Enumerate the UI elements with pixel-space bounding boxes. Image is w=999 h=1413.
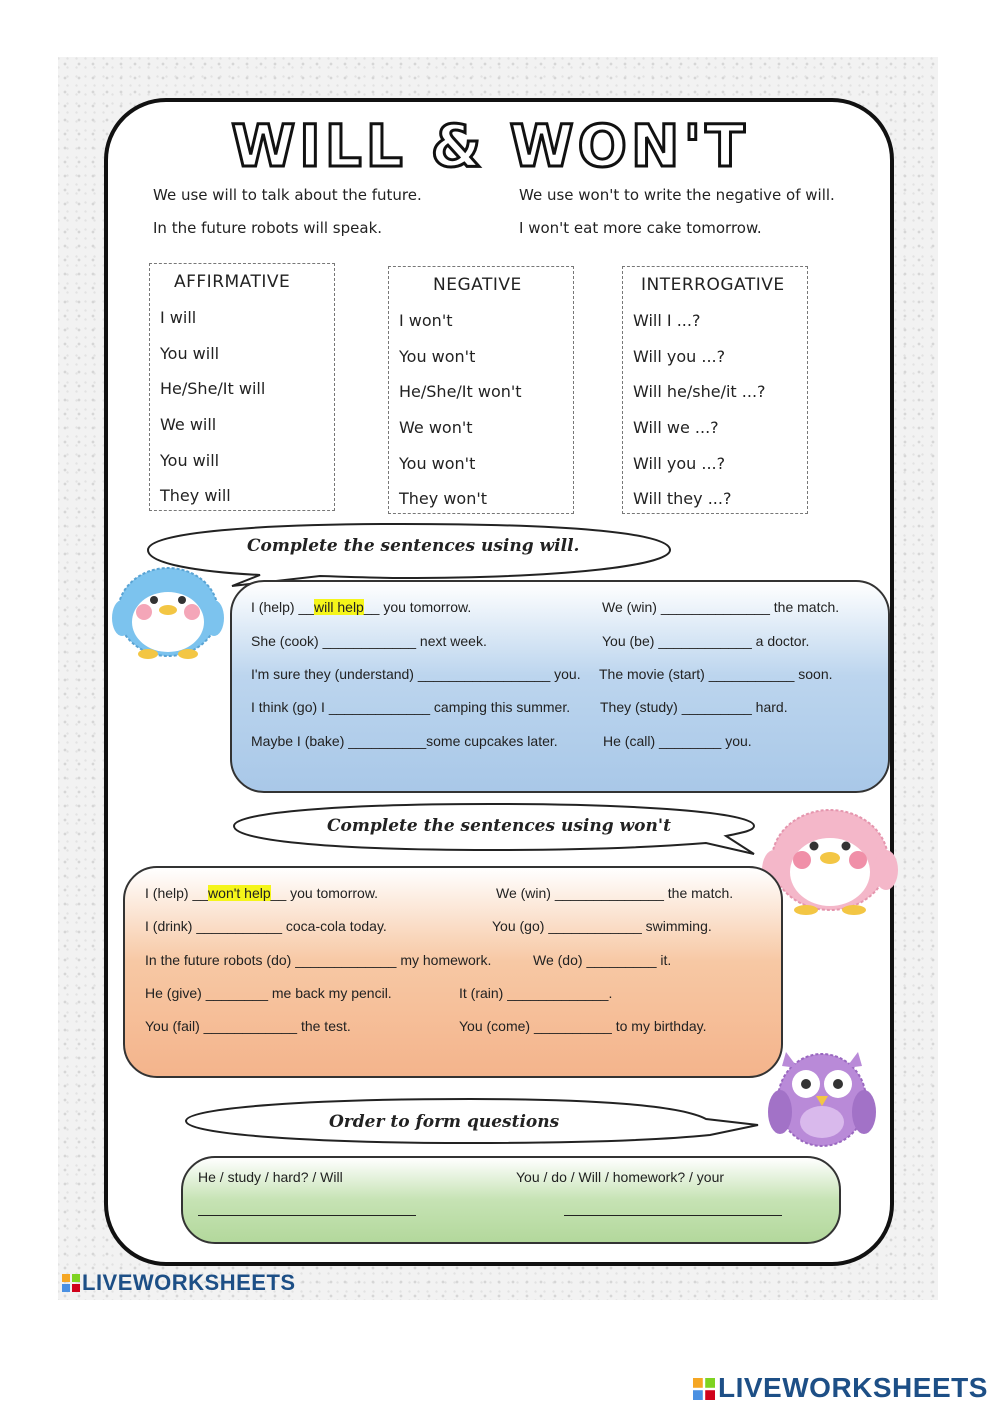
exercise-line[interactable]: It (rain) _____________.	[459, 985, 613, 1001]
answer-blank: ______________	[660, 599, 770, 615]
purple-owl-icon	[766, 1046, 878, 1150]
negative-row: We won't	[399, 418, 473, 437]
exercise-line[interactable]: You (go) ____________ swimming.	[492, 918, 712, 934]
affirmative-heading: AFFIRMATIVE	[174, 272, 291, 292]
exercise-line[interactable]: The movie (start) ___________ soon.	[599, 666, 833, 682]
exercise-line[interactable]: He (give) ________ me back my pencil.	[145, 985, 392, 1001]
exercise-line[interactable]: We (win) ______________ the match.	[496, 885, 734, 901]
interrogative-row: Will he/she/it ...?	[633, 382, 766, 401]
affirmative-row: They will	[160, 486, 231, 505]
negative-table	[388, 266, 574, 514]
interrogative-heading: INTERROGATIVE	[641, 275, 785, 295]
answer-line[interactable]	[198, 1214, 416, 1216]
intro-left-1: We use will to talk about the future.	[153, 186, 422, 204]
answer-blank: _________	[586, 952, 657, 968]
affirmative-row: You will	[160, 451, 220, 470]
intro-right-1: We use won't to write the negative of will.	[519, 186, 835, 204]
exercise-line[interactable]: He (call) ________ you.	[603, 733, 752, 749]
affirmative-row: We will	[160, 415, 217, 434]
answer-blank: _____________	[507, 985, 609, 1001]
answer-blank: ____________	[548, 918, 642, 934]
answer-blank: ____________	[322, 633, 417, 649]
exercise-line[interactable]: You (come) __________ to my birthday.	[459, 1018, 707, 1034]
exercise-line[interactable]: I'm sure they (understand) _________________ you.	[251, 666, 581, 682]
interrogative-row: Will you ...?	[633, 347, 726, 366]
example-answer: will help	[314, 599, 364, 615]
exercise-line[interactable]: She (cook) ____________ next week.	[251, 633, 487, 649]
affirmative-row: I will	[160, 308, 197, 327]
liveworksheets-icon	[693, 1378, 715, 1400]
example-answer: won't help	[208, 885, 271, 901]
answer-blank: __________	[533, 1018, 612, 1034]
liveworksheets-logo-large[interactable]	[693, 1372, 988, 1404]
answer-blank: ________	[205, 985, 268, 1001]
intro-right-2: I won't eat more cake tomorrow.	[519, 219, 762, 237]
interrogative-row: Will they ...?	[633, 489, 732, 508]
affirmative-row: You will	[160, 344, 220, 363]
negative-row: You won't	[399, 347, 476, 366]
affirmative-table	[149, 263, 335, 511]
exercise-line[interactable]: I (drink) ___________ coca-cola today.	[145, 918, 387, 934]
title-graphic	[210, 110, 770, 180]
exercise-line[interactable]: You (be) ____________ a doctor.	[602, 633, 810, 649]
answer-blank: ___________	[708, 666, 795, 682]
page-title: WILL & WON'T	[231, 112, 749, 180]
answer-blank: _________	[681, 699, 752, 715]
interrogative-row: Will you ...?	[633, 454, 726, 473]
answer-blank: ________	[659, 733, 722, 749]
exercise-line[interactable]: In the future robots (do) _____________ my homework.	[145, 952, 492, 968]
liveworksheets-icon	[62, 1274, 80, 1292]
exercise-line[interactable]: We (win) ______________ the match.	[602, 599, 840, 615]
interrogative-table	[622, 266, 808, 514]
exercise-line[interactable]: We (do) _________ it.	[533, 952, 672, 968]
negative-row: He/She/It won't	[399, 382, 522, 401]
answer-blank: ____________	[203, 1018, 298, 1034]
exercise-line[interactable]: They (study) _________ hard.	[600, 699, 788, 715]
answer-blank: _________________	[417, 666, 551, 682]
negative-heading: NEGATIVE	[433, 275, 522, 295]
logo-text: LIVEWORKSHEETS	[82, 1270, 296, 1295]
liveworksheets-logo-small	[62, 1270, 296, 1296]
question-prompt: You / do / Will / homework? / your	[516, 1169, 725, 1185]
exercise-line[interactable]: You (fail) ____________ the test.	[145, 1018, 351, 1034]
answer-blank: ___________	[196, 918, 282, 934]
intro-left-2: In the future robots will speak.	[153, 219, 383, 237]
exercise-line[interactable]: I think (go) I _____________ camping this summer.	[251, 699, 571, 715]
answer-blank: ____________	[658, 633, 752, 649]
logo-text: LIVEWORKSHEETS	[718, 1372, 988, 1403]
negative-row: I won't	[399, 311, 453, 330]
blue-penguin-icon	[108, 560, 226, 660]
affirmative-row: He/She/It will	[160, 379, 266, 398]
interrogative-row: Will I ...?	[633, 311, 701, 330]
answer-blank: _____________	[295, 952, 397, 968]
answer-line[interactable]	[564, 1214, 782, 1216]
interrogative-row: Will we ...?	[633, 418, 719, 437]
negative-row: You won't	[399, 454, 476, 473]
exercise-line: I (help) __will help__ you tomorrow.	[251, 599, 472, 615]
answer-blank: _____________	[328, 699, 431, 715]
answer-blank: ______________	[554, 885, 664, 901]
section1-heading: Complete the sentences using will.	[247, 536, 580, 556]
section2-heading: Complete the sentences using won't	[327, 816, 671, 836]
answer-blank: __________	[348, 733, 427, 749]
exercise-line[interactable]: Maybe I (bake) __________some cupcakes later.	[251, 733, 558, 749]
question-prompt: He / study / hard? / Will	[198, 1169, 343, 1185]
negative-row: They won't	[399, 489, 487, 508]
section3-heading: Order to form questions	[329, 1112, 560, 1132]
exercise-line: I (help) __won't help__ you tomorrow.	[145, 885, 379, 901]
